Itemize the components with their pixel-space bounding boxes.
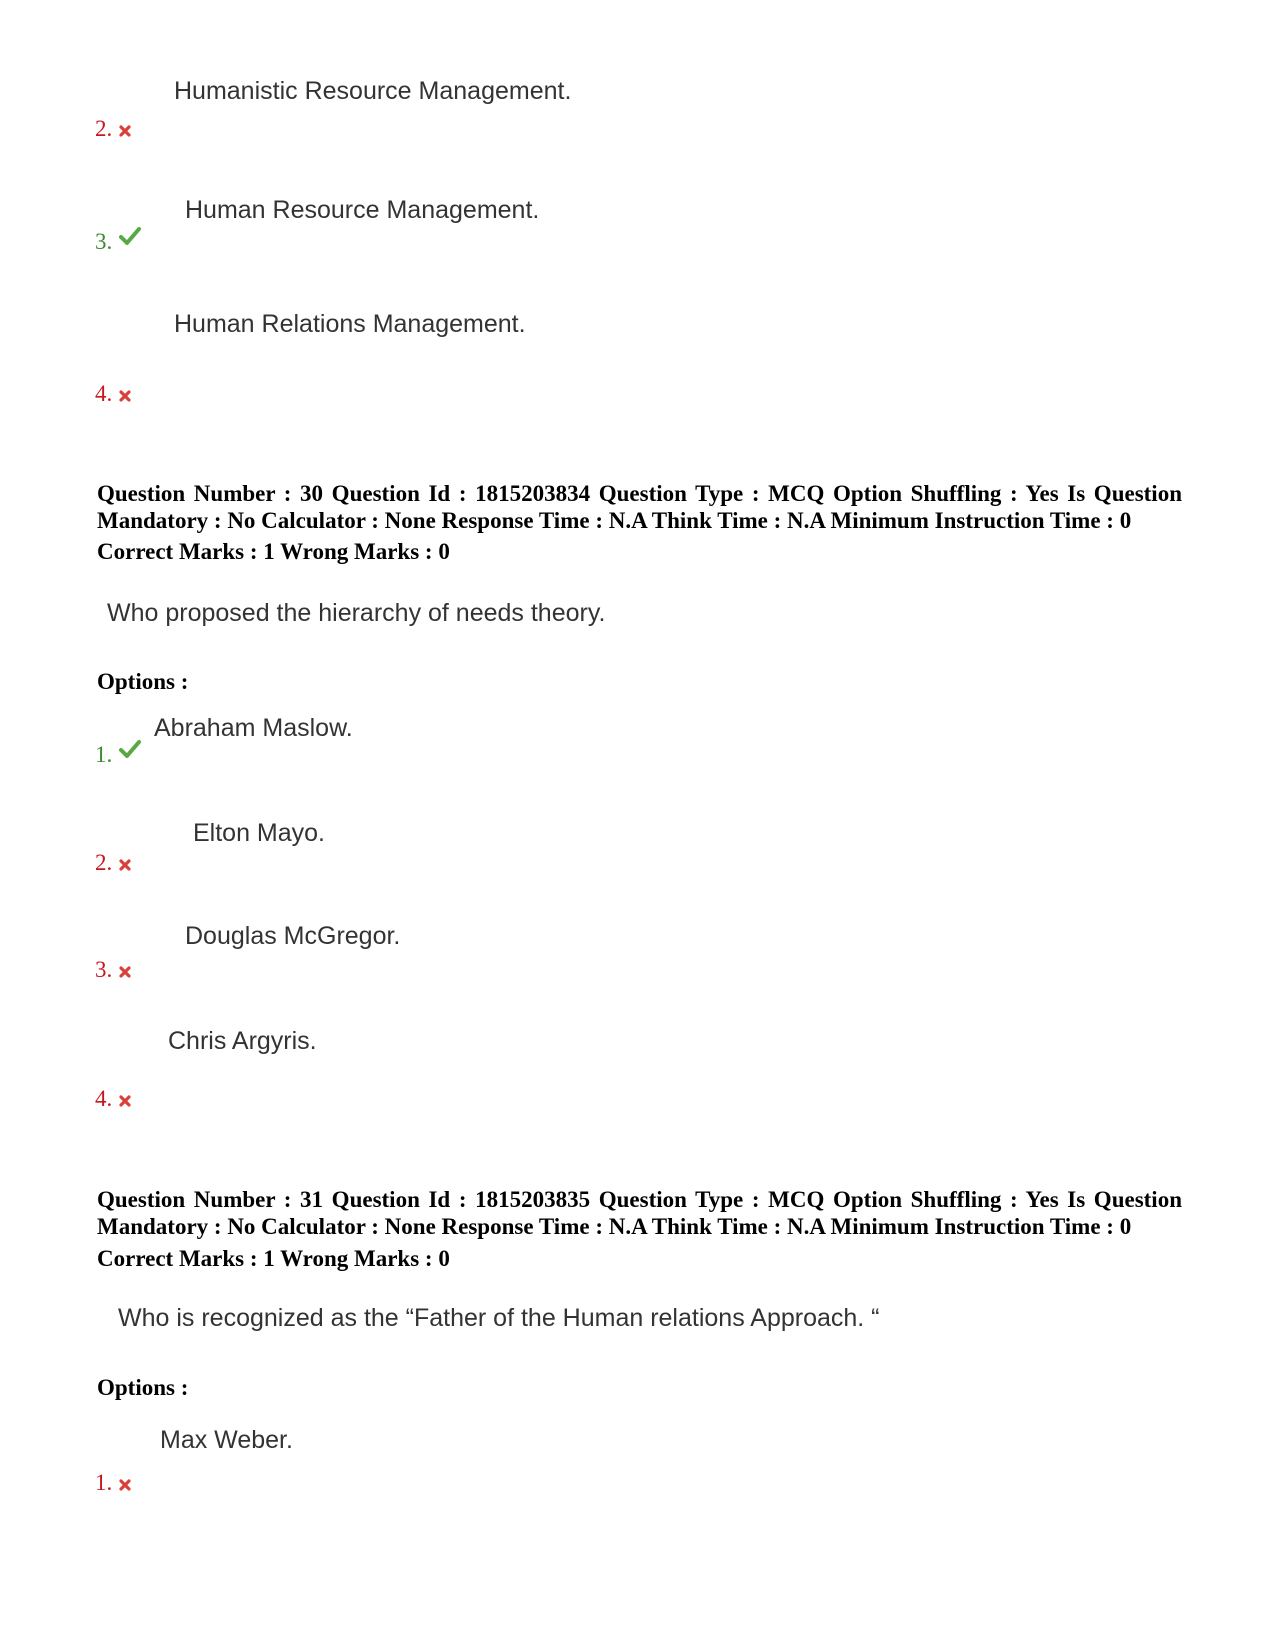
- option-number: 4.: [95, 381, 113, 406]
- question-text: Who proposed the hierarchy of needs theory.: [107, 599, 606, 627]
- option-number: 3.: [95, 229, 113, 254]
- option-text: Human Resource Management.: [185, 196, 540, 224]
- option-number: 2.: [95, 850, 113, 875]
- option-text: Elton Mayo.: [193, 819, 326, 847]
- question-meta: Question Number : 31 Question Id : 1815203835 Question Type : MCQ Option Shuffling : Yes Is Question Mandatory : No Calculator : None Response Time : N.A Think Time : N.A Minimum Instruction Time : 0: [97, 1187, 1182, 1239]
- cross-icon: [118, 1088, 132, 1114]
- question-marks: Correct Marks : 1 Wrong Marks : 0: [97, 1246, 450, 1271]
- cross-icon: [118, 1472, 132, 1498]
- option-number: 1.: [95, 742, 113, 767]
- option-number-correct: [95, 742, 142, 768]
- option-number: 2.: [95, 116, 113, 141]
- check-icon: [118, 226, 142, 252]
- option-number: 1.: [95, 1470, 113, 1495]
- option-text: Humanistic Resource Management.: [174, 77, 572, 105]
- options-label: Options :: [97, 1375, 189, 1400]
- option-number-wrong: [95, 381, 132, 409]
- question-text: Who is recognized as the “Father of the Human relations Approach. “: [118, 1304, 880, 1332]
- option-number-wrong: [95, 1470, 132, 1498]
- question-marks: Correct Marks : 1 Wrong Marks : 0: [97, 539, 450, 564]
- option-text: Chris Argyris.: [168, 1027, 317, 1055]
- option-text: Douglas McGregor.: [185, 922, 401, 950]
- option-number-wrong: [95, 1086, 132, 1114]
- option-text: Abraham Maslow.: [154, 714, 353, 742]
- option-number: 4.: [95, 1086, 113, 1111]
- cross-icon: [118, 852, 132, 878]
- option-number: 3.: [95, 957, 113, 982]
- option-text: Max Weber.: [160, 1426, 293, 1454]
- option-number-wrong: [95, 850, 132, 878]
- option-number-wrong: [95, 116, 132, 144]
- cross-icon: [118, 383, 132, 409]
- question-meta: Question Number : 30 Question Id : 1815203834 Question Type : MCQ Option Shuffling : Yes Is Question Mandatory : No Calculator : None Response Time : N.A Think Time : N.A Minimum Instruction Time : 0: [97, 481, 1182, 533]
- check-icon: [118, 739, 142, 765]
- option-number-correct: [95, 229, 142, 255]
- cross-icon: [118, 959, 132, 985]
- options-label: Options :: [97, 669, 189, 694]
- option-number-wrong: [95, 957, 132, 985]
- option-text: Human Relations Management.: [174, 310, 526, 338]
- cross-icon: [118, 118, 132, 144]
